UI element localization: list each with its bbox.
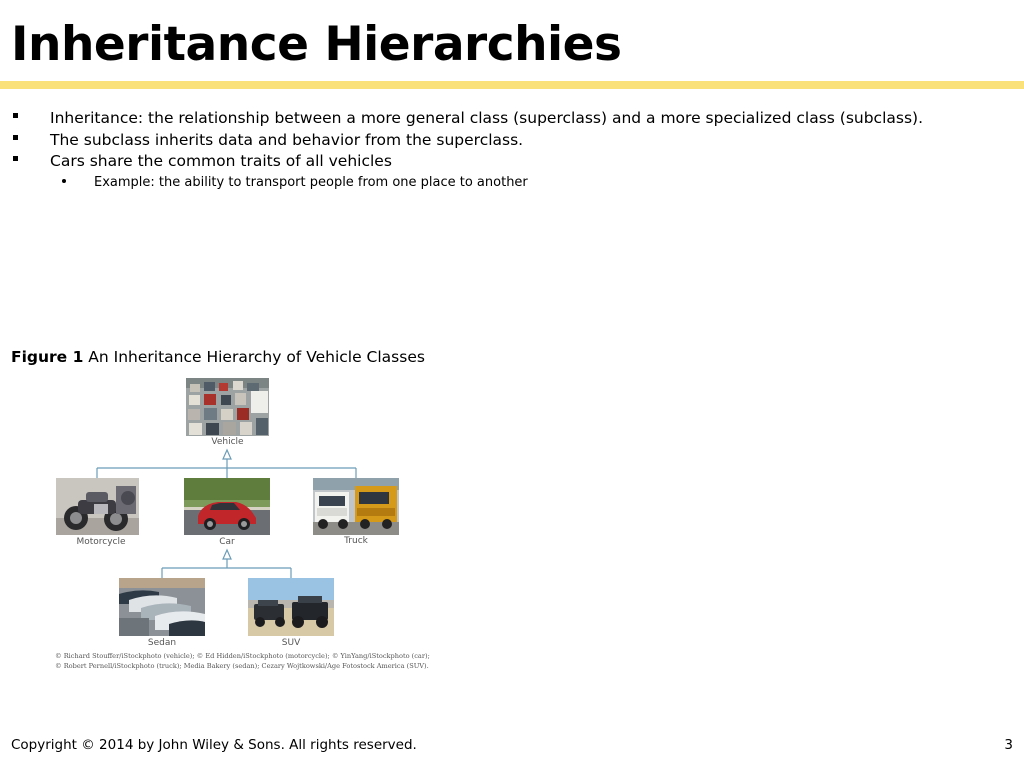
car-photo bbox=[184, 478, 270, 535]
figure-number: Figure 1 bbox=[11, 348, 84, 366]
vehicle-photo bbox=[186, 378, 269, 436]
bullet-item bbox=[0, 130, 1024, 152]
slide-title: Inheritance Hierarchies bbox=[11, 17, 622, 72]
bullet-item bbox=[0, 151, 1024, 173]
motorcycle-label: Motorcycle bbox=[76, 537, 126, 547]
sub-bullet-item bbox=[0, 173, 1024, 193]
bullet-item bbox=[0, 108, 1024, 130]
bullet-list bbox=[0, 108, 1024, 193]
sub-bullet-text: Example: the ability to transport people from one place to another bbox=[94, 174, 528, 190]
suv-label: SUV bbox=[281, 638, 301, 648]
truck-photo bbox=[313, 478, 399, 535]
credit-line: © Robert Pernell/iStockphoto (truck); Media Bakery (sedan); Cezary Wojtkowski/Age Fotostock America (SUV). bbox=[55, 662, 429, 670]
sedan-photo bbox=[119, 578, 205, 636]
car-label: Car bbox=[219, 537, 235, 547]
copyright-notice: Copyright © 2014 by John Wiley & Sons. All rights reserved. bbox=[11, 737, 417, 753]
bullet-text: The subclass inherits data and behavior from the superclass. bbox=[50, 130, 524, 149]
suv-photo bbox=[248, 578, 334, 636]
square-bullet-icon bbox=[13, 113, 18, 118]
figure-caption bbox=[11, 347, 425, 368]
title-underline bbox=[0, 81, 1024, 89]
vehicle-label: Vehicle bbox=[211, 437, 244, 447]
round-bullet-icon bbox=[62, 179, 66, 183]
square-bullet-icon bbox=[13, 135, 18, 140]
square-bullet-icon bbox=[13, 156, 18, 161]
credit-line: © Richard Stouffer/iStockphoto (vehicle); © Ed Hidden/iStockphoto (motorcycle); © YinYang/iStockphoto (car); bbox=[55, 652, 430, 660]
motorcycle-photo bbox=[56, 478, 139, 535]
figure-caption-text: An Inheritance Hierarchy of Vehicle Classes bbox=[83, 348, 425, 366]
truck-label: Truck bbox=[344, 536, 368, 546]
sedan-label: Sedan bbox=[147, 638, 177, 648]
bullet-text: Inheritance: the relationship between a more general class (superclass) and a more specialized class (subclass). bbox=[50, 109, 924, 127]
bullet-text: Cars share the common traits of all vehicles bbox=[50, 152, 392, 170]
vehicle-hierarchy-figure bbox=[50, 374, 440, 674]
photo-credits bbox=[55, 651, 430, 671]
page-number: 3 bbox=[1004, 737, 1013, 753]
